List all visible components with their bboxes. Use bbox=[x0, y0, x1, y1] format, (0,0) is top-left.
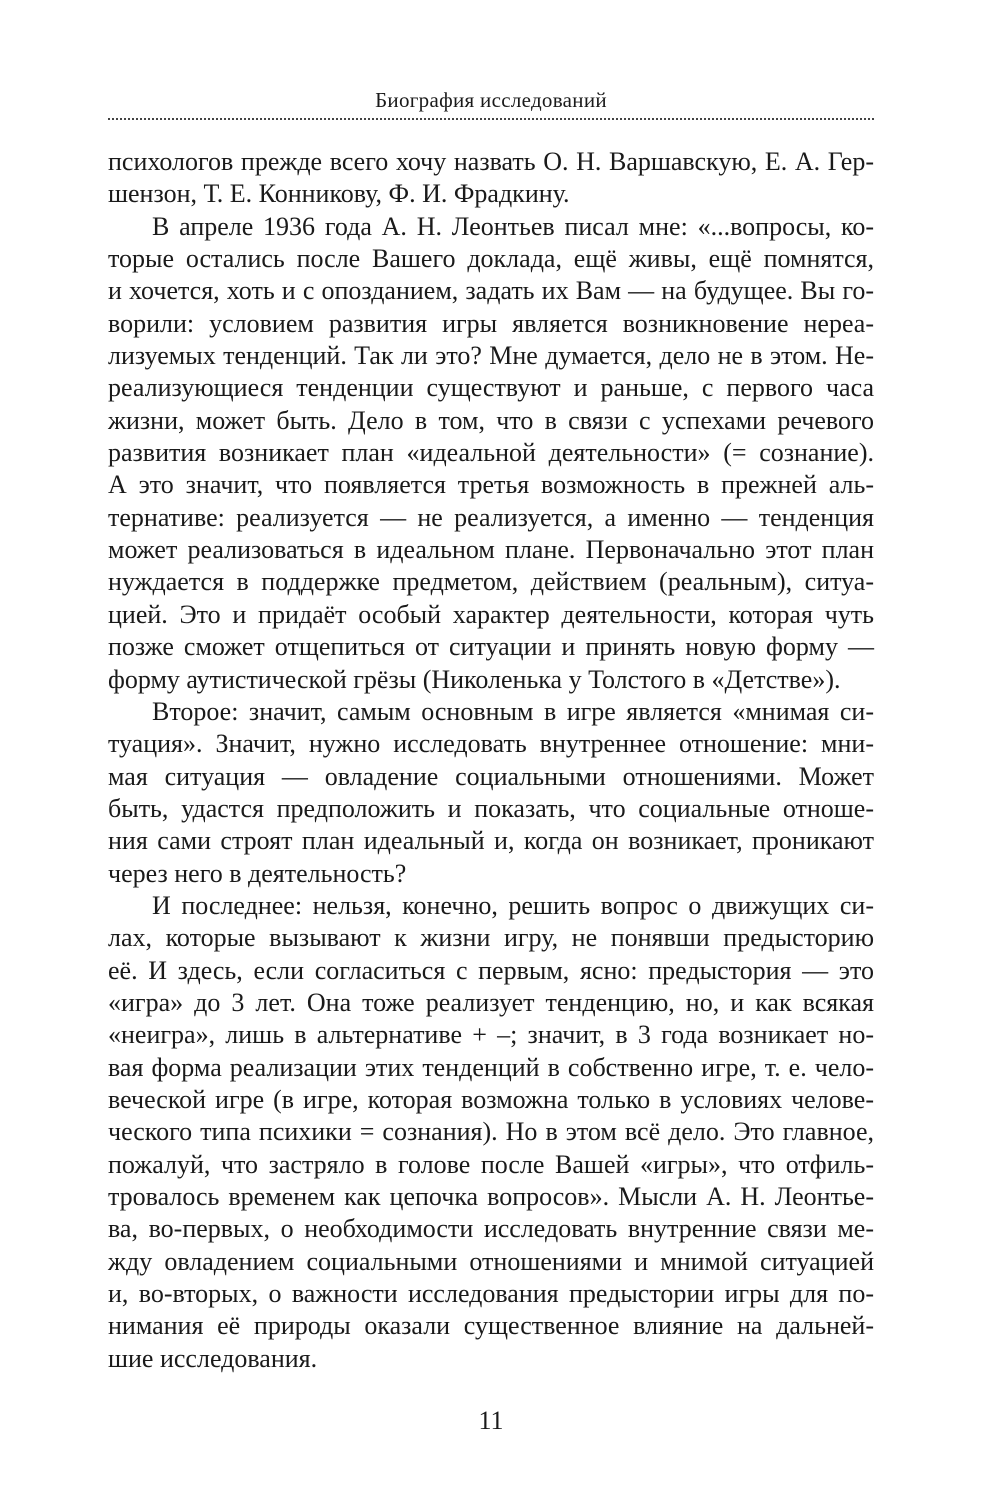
text-line: лах, которые вызывают к жизни игру, не понявши предысторию bbox=[108, 923, 874, 953]
page-number: 11 bbox=[478, 1406, 504, 1435]
text-line: жизни, может быть. Дело в том, что в связи с успехами речевого bbox=[108, 405, 874, 435]
text-line: шензон, Т. Е. Конникову, Ф. И. Фрадкину. bbox=[108, 179, 570, 209]
text-line: веческой игре (в игре, которая возможна только в условиях челове- bbox=[108, 1084, 874, 1114]
text-line: тернативе: реализуется — не реализуется, а именно — тенденция bbox=[108, 502, 874, 532]
paragraph-first-line: И последнее: нельзя, конечно, решить вопрос о движущих си- bbox=[152, 890, 874, 920]
text-line: вая форма реализации этих тенденций в собственно игре, т. е. чело- bbox=[108, 1052, 874, 1082]
text-line: и хочется, хоть и с опозданием, задать их Вам — на будущее. Вы го- bbox=[108, 276, 874, 306]
text-line: А это значит, что появляется третья возможность в прежней аль- bbox=[108, 470, 874, 500]
text-line: торые остались после Вашего доклада, ещё живы, ещё помнятся, bbox=[108, 244, 874, 274]
text-line: психологов прежде всего хочу назвать О. Н. Варшавскую, Е. А. Гер- bbox=[108, 147, 874, 176]
text-line: нимания её природы оказали существенное влияние на дальней- bbox=[108, 1311, 874, 1341]
text-line: жду овладением социальными отношениями и мнимой ситуацией bbox=[108, 1246, 874, 1276]
header-divider bbox=[108, 118, 874, 120]
text-line: шие исследования. bbox=[108, 1343, 318, 1373]
text-line: лизуемых тенденций. Так ли это? Мне думается, дело не в этом. Не- bbox=[108, 341, 874, 371]
text-line: пожалуй, что застряло в голове после Вашей «игры», что отфиль- bbox=[108, 1149, 874, 1179]
text-line: позже сможет отщепиться от ситуации и принять новую форму — bbox=[108, 632, 874, 662]
text-line: реализующиеся тенденции существуют и раньше, с первого часа bbox=[108, 373, 874, 403]
text-line: «игра» до 3 лет. Она тоже реализует тенденцию, но, и как всякая bbox=[108, 987, 874, 1017]
text-line: может реализоваться в идеальном плане. Первоначально этот план bbox=[108, 535, 874, 565]
text-line: быть, удастся предположить и показать, что социальные отноше- bbox=[108, 793, 874, 823]
text-line: ва, во-первых, о необходимости исследовать внутренние связи ме- bbox=[108, 1214, 874, 1244]
text-line: и, во-вторых, о важности исследования предыстории игры для по- bbox=[108, 1279, 874, 1309]
text-line: через него в деятельность? bbox=[108, 858, 407, 888]
text-line: тровалось временем как цепочка вопросов». Мысли А. Н. Леонтье- bbox=[108, 1182, 874, 1211]
text-line: мая ситуация — овладение социальными отношениями. Может bbox=[108, 761, 874, 791]
text-line: развития возникает план «идеальной деятельности» (= сознание). bbox=[108, 438, 874, 468]
text-line: ческого типа психики = сознания). Но в этом всё дело. Это главное, bbox=[108, 1117, 874, 1147]
paragraph-first-line: В апреле 1936 года А. Н. Леонтьев писал мне: «...вопросы, ко- bbox=[152, 211, 874, 241]
text-line: ния сами строят план идеальный и, когда он возникает, проникают bbox=[108, 826, 874, 856]
text-line: ворили: условием развития игры является возникновение нереа- bbox=[108, 308, 874, 338]
body-text bbox=[108, 146, 874, 1375]
text-line: её. И здесь, если согласиться с первым, ясно: предыстория — это bbox=[108, 955, 874, 985]
text-line: цией. Это и придаёт особый характер деятельности, которая чуть bbox=[108, 599, 874, 629]
running-header: Биография исследований bbox=[375, 88, 607, 112]
text-line: нуждается в поддержке предметом, действием (реальным), ситуа- bbox=[108, 567, 874, 597]
paragraph-first-line: Второе: значит, самым основным в игре является «мнимая си- bbox=[152, 696, 874, 726]
text-line: «неигра», лишь в альтернативе + –; значит, в 3 года возникает но- bbox=[108, 1020, 874, 1050]
text-line: туация». Значит, нужно исследовать внутреннее отношение: мни- bbox=[108, 729, 874, 759]
text-line: форму аутистической грёзы (Николенька у Толстого в «Детстве»). bbox=[108, 664, 841, 694]
